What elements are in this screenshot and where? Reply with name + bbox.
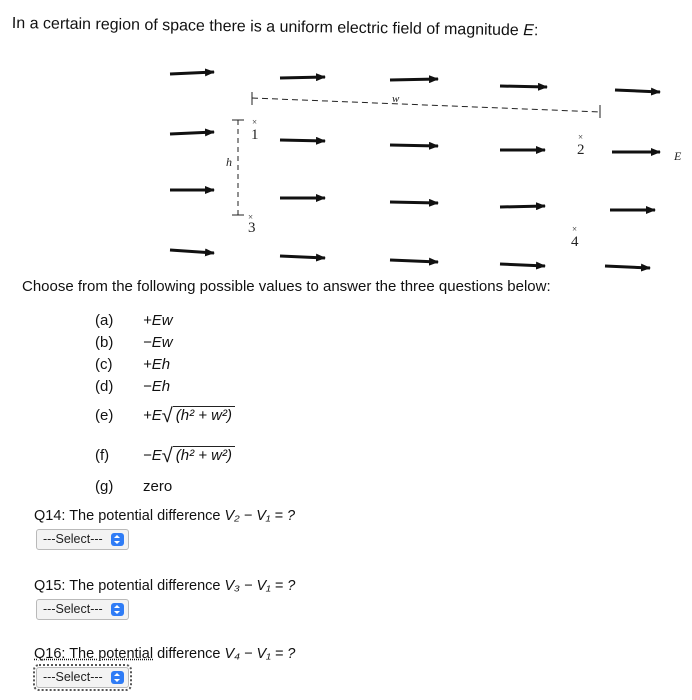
field-arrow <box>390 202 438 203</box>
field-arrow <box>390 260 438 262</box>
point-1-label: 1 <box>251 127 259 143</box>
question-16-link[interactable]: Q16: The potential <box>34 646 154 662</box>
field-diagram <box>0 0 692 290</box>
point-1-marker: × <box>252 117 258 127</box>
q14-select[interactable]: ---Select--- <box>36 529 129 550</box>
option-c: (c) +Eh <box>95 356 171 373</box>
option-g: (g) zero <box>95 478 173 495</box>
select-arrows-icon <box>111 533 124 546</box>
q16-select[interactable]: ---Select--- <box>36 667 129 688</box>
field-arrow <box>170 72 214 74</box>
point-2-label: 2 <box>577 142 585 158</box>
field-arrow <box>280 140 325 141</box>
field-arrow <box>605 266 650 268</box>
field-arrow <box>170 132 214 134</box>
field-arrow <box>170 250 214 253</box>
option-d: (d) −Eh <box>95 378 171 395</box>
option-f: (f) −E√ (h² + w²) <box>95 446 235 464</box>
q15-select[interactable]: ---Select--- <box>36 599 129 620</box>
w-dimension-line <box>252 98 600 112</box>
select-arrows-icon <box>111 603 124 616</box>
field-arrow <box>500 206 545 207</box>
point-2-marker: × <box>578 132 584 142</box>
point-4-label: 4 <box>571 234 579 250</box>
field-arrow <box>390 145 438 146</box>
instructions-text: Choose from the following possible values to answer the three questions below: <box>22 278 551 295</box>
field-arrow <box>280 77 325 78</box>
field-symbol: E <box>523 22 534 40</box>
point-3-marker: × <box>248 212 254 222</box>
question-16: Q16: The potential difference V₄ − V₁ = ? <box>34 646 296 662</box>
question-15: Q15: The potential difference V₃ − V₁ = ? <box>34 578 296 594</box>
field-arrows <box>170 72 660 268</box>
field-arrow <box>390 79 438 80</box>
h-label: h <box>226 155 232 169</box>
option-a: (a) +Ew <box>95 312 173 329</box>
option-b: (b) −Ew <box>95 334 173 351</box>
w-label: w <box>392 93 400 105</box>
point-4-marker: × <box>572 224 578 234</box>
option-e: (e) +E√ (h² + w²) <box>95 406 235 424</box>
point-3-label: 3 <box>248 220 256 236</box>
e-field-label: E <box>674 149 682 163</box>
field-arrow <box>500 264 545 266</box>
field-arrow <box>615 90 660 92</box>
intro-text: In a certain region of space there is a uniform electric field of magnitude E: <box>11 14 539 40</box>
select-arrows-icon <box>111 671 124 684</box>
field-arrow <box>280 256 325 258</box>
field-arrow <box>500 86 547 87</box>
question-14: Q14: The potential difference V₂ − V₁ = ? <box>34 508 296 524</box>
